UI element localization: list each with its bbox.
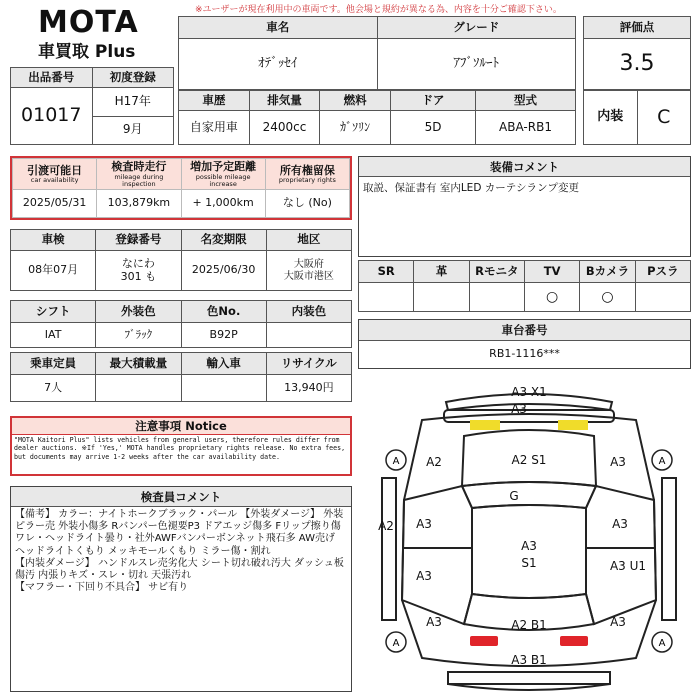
front-bumper-rect <box>448 672 610 684</box>
import-value <box>181 375 266 402</box>
model-value: ABA-RB1 <box>476 111 576 145</box>
import-label: 輸入車 <box>181 353 266 375</box>
availability-label: 引渡可能日 car availability <box>13 159 97 190</box>
lot-value: 01017 <box>11 88 93 145</box>
interior-table <box>583 90 691 145</box>
left-rocker-outline <box>382 478 396 620</box>
inspector-comment-title: 検査員コメント <box>11 487 351 507</box>
grade-label: グレード <box>377 17 576 39</box>
damage-label-back-glass: G <box>509 489 519 503</box>
mileage-increase-label: 増加予定距離 possible mileage increase <box>181 159 265 190</box>
wheel-front-right <box>652 632 672 652</box>
front-left-light <box>470 636 498 646</box>
option-label: Rモニタ <box>469 261 524 283</box>
name-change-label: 名変期限 <box>181 230 266 251</box>
front-right-light <box>560 636 588 646</box>
color-no-value: B92P <box>181 323 266 348</box>
mileage-label: 検査時走行 mileage during inspection <box>97 159 181 190</box>
shaken-label: 車検 <box>11 230 96 251</box>
spec-table <box>178 90 576 145</box>
displacement-value: 2400cc <box>249 111 320 145</box>
recycle-label: リサイクル <box>266 353 351 375</box>
car-name-label: 車名 <box>179 17 378 39</box>
name-change-value: 2025/06/30 <box>181 251 266 291</box>
registration-table <box>10 229 352 291</box>
inspector-comment-text: 【備考】 カラー：ナイトホークブラック・パール 【外装ダメージ】 外装ピラー売 外装小傷多 Rバンパー色褪要P3 ドアエッジ傷多 Fリップ擦り傷ワレ・ヘッドライト曇り・社外AWFバンパーボンネット飛石多 AW売げ ヘッドライトくもり メッキモールくもり ミラー傷・割れ 【内装ダメージ】 ハンドルスレ売劣化大 シート切れ破れ汚大 ダッシュ板傷汚 内張りキズ・スレ・切れ 天張汚れ 【マフラー・下回り不具合】 サビ有り <box>15 509 344 594</box>
reg-month: 9月 <box>92 116 174 145</box>
option-label: 革 <box>414 261 469 283</box>
capacity-label: 乗車定員 <box>11 353 96 375</box>
plate-label: 登録番号 <box>96 230 181 251</box>
fuel-label: 燃料 <box>320 91 391 111</box>
damage-label-left-front-door: A3 <box>416 569 432 583</box>
score-table <box>583 16 691 90</box>
model-label: 型式 <box>476 91 576 111</box>
fuel-value: ｶﾞｿﾘﾝ <box>320 111 391 145</box>
wheel-front-left <box>386 632 406 652</box>
left-side-outline <box>402 486 472 624</box>
svg-text:A: A <box>658 456 666 467</box>
damage-label-hood: A2 B1 <box>511 618 547 632</box>
history-label: 車歴 <box>179 91 250 111</box>
option-value <box>469 283 524 312</box>
reg-year: H17年 <box>92 88 174 117</box>
history-value: 自家用車 <box>179 111 250 145</box>
logo-subtitle: 車買取 Plus <box>38 42 136 62</box>
option-label: SR <box>359 261 414 283</box>
damage-label-left-rear-door: A3 <box>416 517 432 531</box>
notice-box <box>10 416 352 476</box>
svg-text:A: A <box>392 456 400 467</box>
damage-label-rear-top: A3 X1 <box>511 385 547 399</box>
damage-label-right-rear-door: A3 <box>612 517 628 531</box>
plate-value: なにわ 301 も <box>96 251 181 291</box>
damage-label-rear-bumper: A3 <box>511 402 527 416</box>
proprietary-label: 所有権留保 proprietary rights <box>265 159 349 190</box>
shift-label: シフト <box>11 301 96 323</box>
lot-reg-table <box>10 67 174 145</box>
mileage-increase-value: + 1,000km <box>181 190 265 218</box>
notice-text: "MOTA Kaitori Plus" lists vehicles from general users, therefore rules differ from dealer auctions. ※If 'Yes,' MOTA handles proprietary rights release. No extra fees, but documents may arrive 1-2 weeks after the car availability date. <box>14 436 346 461</box>
rear-right-light <box>558 420 588 430</box>
rear-left-light <box>470 420 500 430</box>
right-side-outline <box>586 486 656 624</box>
capacity-table <box>10 352 352 402</box>
damage-label-left-rocker: A2 <box>378 519 394 533</box>
color-no-label: 色No. <box>181 301 266 323</box>
option-label: Bカメラ <box>580 261 635 283</box>
right-rocker-outline <box>662 478 676 620</box>
max-load-label: 最大積載量 <box>96 353 181 375</box>
damage-label-roof-rear: A2 S1 <box>511 453 547 467</box>
svg-text:A: A <box>392 638 400 649</box>
damage-label-roof: A3 <box>521 539 537 553</box>
warning-text: ※ユーザーが現在利用中の車両です。他会場と規約が異なる為、内容を十分ご確認下さい。 <box>195 5 562 15</box>
notice-title: 注意事項 Notice <box>12 418 350 435</box>
exterior-color-label: 外装色 <box>96 301 181 323</box>
chassis-title: 車台番号 <box>359 320 690 341</box>
interior-label: 内装 <box>584 91 638 145</box>
option-value: ○ <box>580 283 635 312</box>
displacement-label: 排気量 <box>249 91 320 111</box>
score-value: 3.5 <box>584 39 691 90</box>
shaken-value: 08年07月 <box>11 251 96 291</box>
svg-text:A: A <box>658 638 666 649</box>
mileage-value: 103,879km <box>97 190 181 218</box>
option-value <box>635 283 690 312</box>
chassis-value: RB1-1116*** <box>489 347 560 360</box>
damage-label-rear-left-panel: A2 <box>426 455 442 469</box>
proprietary-value: なし (No) <box>265 190 349 218</box>
option-label: Pスラ <box>635 261 690 283</box>
front-lights <box>470 636 588 646</box>
damage-diagram <box>364 380 694 698</box>
damage-label-roof2: S1 <box>521 556 537 570</box>
damage-label-rear-right-panel: A3 <box>610 455 626 469</box>
max-load-value <box>96 375 181 402</box>
door-value: 5D <box>391 111 476 145</box>
reg-label: 初度登録 <box>92 68 174 88</box>
availability-value: 2025/05/31 <box>13 190 97 218</box>
recycle-value: 13,940円 <box>266 375 351 402</box>
damage-label-front-bumper: A3 B1 <box>511 653 547 667</box>
option-label: TV <box>524 261 579 283</box>
grade-value: ｱﾌﾞｿﾙｰﾄ <box>377 39 576 90</box>
damage-label-left-front-fender: A3 <box>426 615 442 629</box>
option-value <box>359 283 414 312</box>
shift-table <box>10 300 352 348</box>
interior-color-label: 内装色 <box>266 301 351 323</box>
shift-value: IAT <box>11 323 96 348</box>
door-label: ドア <box>391 91 476 111</box>
equipment-comment-text: 取説、保証書有 室内LED カーテシランプ変更 <box>363 182 580 194</box>
damage-label-right-front-door: A3 U1 <box>609 559 647 573</box>
chassis-box <box>358 319 691 369</box>
wheel-rear-right <box>652 450 672 470</box>
equipment-comment-box <box>358 156 691 257</box>
damage-label-right-front-fender: A3 <box>610 615 626 629</box>
wheel-rear-left <box>386 450 406 470</box>
logo-brand: MOTA <box>38 5 139 40</box>
options-table <box>358 260 691 312</box>
car-name-grade-table <box>178 16 576 90</box>
inspector-comment-box <box>10 486 352 692</box>
lot-label: 出品番号 <box>11 68 93 88</box>
interior-value: C <box>637 91 691 145</box>
district-label: 地区 <box>266 230 351 251</box>
equipment-comment-title: 装備コメント <box>359 157 690 177</box>
capacity-value: 7人 <box>11 375 96 402</box>
exterior-color-value: ﾌﾞﾗｯｸ <box>96 323 181 348</box>
interior-color-value <box>266 323 351 348</box>
score-label: 評価点 <box>584 17 691 39</box>
district-value: 大阪府 大阪市港区 <box>266 251 351 291</box>
option-value: ○ <box>524 283 579 312</box>
car-name-value: ｵﾃﾞｯｾｲ <box>179 39 378 90</box>
availability-table <box>12 158 350 218</box>
option-value <box>414 283 469 312</box>
